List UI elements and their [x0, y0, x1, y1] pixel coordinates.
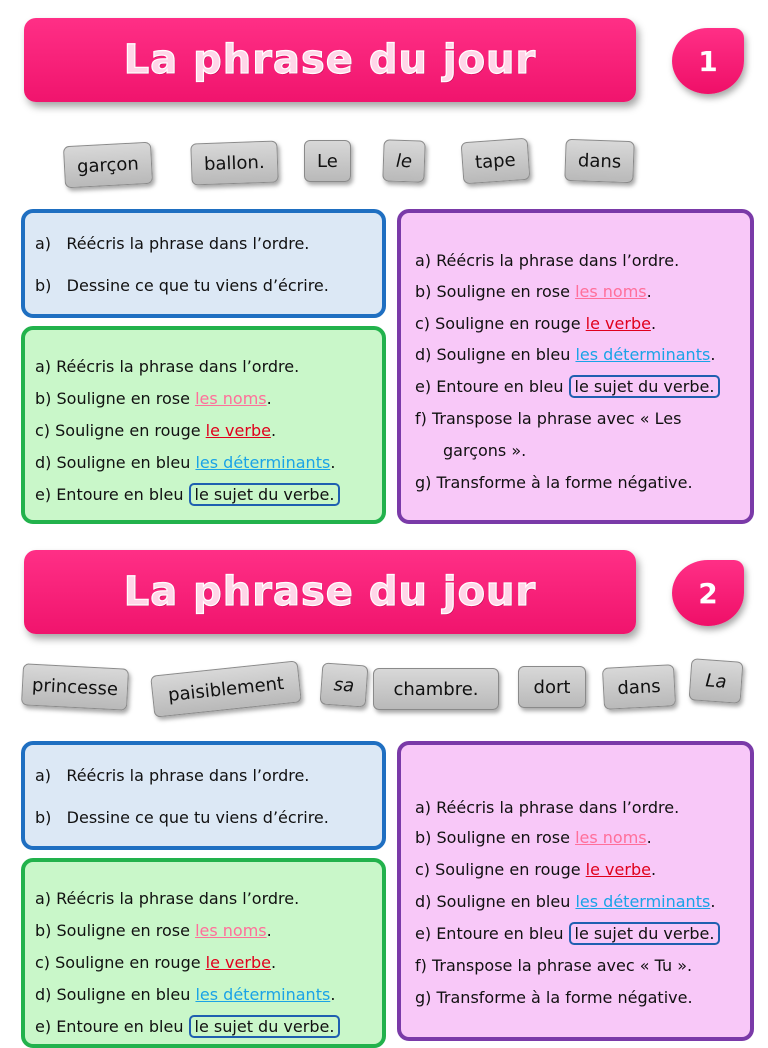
instruction-item: f) Transpose la phrase avec « Tu ».: [415, 956, 693, 975]
instruction-item: e) Entoure en bleu le sujet du verbe.: [415, 376, 750, 398]
word-tile[interactable]: princesse: [21, 663, 129, 710]
instructions-green-2: [21, 858, 386, 1048]
word-tile[interactable]: chambre.: [373, 668, 499, 710]
word-tile[interactable]: ballon.: [190, 141, 278, 186]
instruction-item: e) Entoure en bleu le sujet du verbe.: [35, 484, 382, 506]
instruction-item: a) Réécris la phrase dans l’ordre.: [415, 251, 680, 270]
instruction-item: e) Entoure en bleu le sujet du verbe.: [35, 1016, 382, 1038]
word-tile[interactable]: dans: [602, 664, 676, 710]
banner-1: [24, 18, 636, 102]
instructions-green-1: [21, 326, 386, 524]
word-tile[interactable]: dort: [518, 666, 586, 708]
banner-2: [24, 550, 636, 634]
word-tile[interactable]: La: [689, 658, 744, 704]
instruction-item: a) Réécris la phrase dans l’ordre.: [35, 889, 300, 908]
instruction-item: c) Souligne en rouge le verbe.: [415, 860, 657, 879]
instruction-item: a) Réécris la phrase dans l’ordre.: [415, 798, 680, 817]
banner-title-2: La phrase du jour: [123, 569, 537, 615]
instruction-item: c) Souligne en rouge le verbe.: [415, 314, 657, 333]
instruction-item: a) Réécris la phrase dans l’ordre.: [35, 234, 310, 253]
instruction-item: c) Souligne en rouge le verbe.: [35, 953, 277, 972]
instruction-item: b) Souligne en rose les noms.: [415, 828, 652, 847]
instruction-item: e) Entoure en bleu le sujet du verbe.: [415, 923, 750, 945]
word-tile[interactable]: sa: [320, 662, 369, 707]
instruction-item: b) Dessine ce que tu viens d’écrire.: [35, 276, 329, 295]
instruction-item: g) Transforme à la forme négative.: [415, 473, 693, 492]
word-tile[interactable]: paisiblement: [150, 660, 302, 717]
instruction-item: a) Réécris la phrase dans l’ordre.: [35, 766, 310, 785]
instruction-item: d) Souligne en bleu les déterminants.: [35, 985, 336, 1004]
instruction-item: b) Souligne en rose les noms.: [35, 389, 272, 408]
section-number-2: 2: [672, 560, 744, 626]
instruction-item: g) Transforme à la forme négative.: [415, 988, 693, 1007]
instruction-item: d) Souligne en bleu les déterminants.: [415, 892, 716, 911]
instruction-item: a) Réécris la phrase dans l’ordre.: [35, 357, 300, 376]
instruction-item: b) Dessine ce que tu viens d’écrire.: [35, 808, 329, 827]
instruction-item: b) Souligne en rose les noms.: [415, 282, 652, 301]
word-tile[interactable]: tape: [461, 138, 530, 185]
banner-title-1: La phrase du jour: [123, 37, 537, 83]
word-tile[interactable]: Le: [304, 140, 351, 182]
instructions-blue-1: [21, 209, 386, 318]
section-number-1: 1: [672, 28, 744, 94]
instruction-item: f) Transpose la phrase avec « Les: [415, 409, 682, 428]
instruction-item: d) Souligne en bleu les déterminants.: [35, 453, 336, 472]
instruction-item: b) Souligne en rose les noms.: [35, 921, 272, 940]
instructions-purple-1: [397, 209, 754, 524]
instruction-item: c) Souligne en rouge le verbe.: [35, 421, 277, 440]
instruction-item: garçons ».: [443, 441, 527, 460]
word-tile[interactable]: dans: [564, 139, 635, 183]
instructions-purple-2: [397, 741, 754, 1041]
word-tile[interactable]: garçon: [63, 142, 153, 189]
instruction-item: d) Souligne en bleu les déterminants.: [415, 345, 716, 364]
word-tile[interactable]: le: [382, 139, 426, 182]
instructions-blue-2: [21, 741, 386, 850]
